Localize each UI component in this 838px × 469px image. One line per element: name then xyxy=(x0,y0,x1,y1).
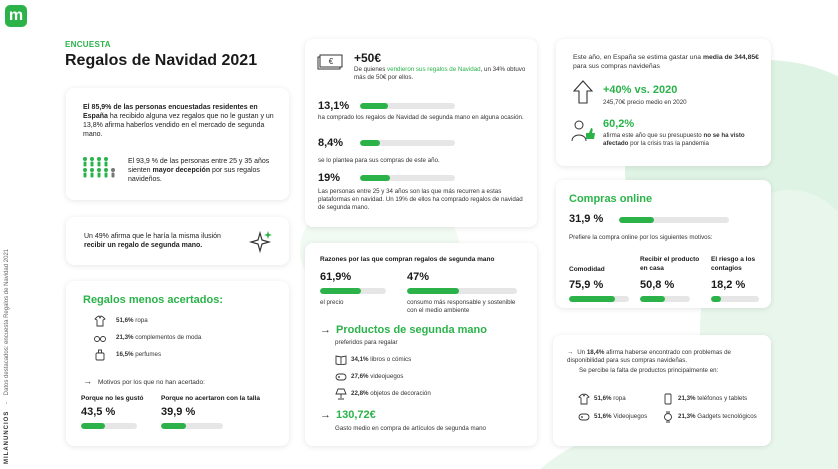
reason-label: el precio xyxy=(320,299,344,306)
shortage-label: ropa xyxy=(611,395,626,402)
worst-gifts-title: Regalos menos acertados: xyxy=(83,294,223,306)
budget-post: por la crisis tras la pandemia xyxy=(628,140,709,147)
shortage-list xyxy=(578,395,768,435)
worst-item-label: perfumes xyxy=(133,351,162,358)
shortage-pct: 21,3% xyxy=(678,413,696,420)
reason-label: Porque no acertaron con la talla xyxy=(161,395,260,402)
card-unwanted-gifts xyxy=(66,88,289,200)
worst-gifts-list xyxy=(94,317,284,368)
product-pct: 34,1% xyxy=(351,356,369,363)
sales-subtitle xyxy=(354,66,532,82)
spend-intro-bold: media de 344,85€ xyxy=(702,54,759,61)
book-icon xyxy=(335,354,347,365)
product-pct: 22,8% xyxy=(351,390,369,397)
stat-text: ha comprado los regalos de Navidad de segunda mano en alguna ocasión. xyxy=(318,114,524,121)
shortage-label: Gadgets tecnológicos xyxy=(695,413,757,420)
sparkle-icon xyxy=(248,229,272,253)
spend-increase-text: 245,70€ precio medio en 2020 xyxy=(603,99,687,106)
card-online-shopping xyxy=(556,180,771,308)
perfume-icon xyxy=(94,349,106,361)
spend-heading xyxy=(320,409,376,421)
list-item xyxy=(578,395,673,409)
stat-bar xyxy=(360,140,455,146)
products-subtitle: preferidos para regalar xyxy=(335,339,398,346)
reasons-card-title: Razones por las que compran regalos de segunda mano xyxy=(320,256,495,263)
budget-bold: no se ha visto afectado xyxy=(603,132,745,147)
gamepad-icon xyxy=(578,412,590,422)
budget-text xyxy=(603,132,763,148)
shortage-bold: 18,4% xyxy=(586,349,605,356)
online-reason-bar xyxy=(569,296,629,302)
list-item xyxy=(662,413,772,427)
stat-value: 13,1% xyxy=(318,100,350,112)
products-heading xyxy=(320,324,487,336)
reasons-title: Motivos por los que no han acertado: xyxy=(98,379,205,386)
disappointment-post: por sus regalos navideños. xyxy=(128,167,260,183)
stat-text: se lo plantea para sus compras de este año. xyxy=(318,157,440,164)
card-second-hand-wish xyxy=(66,217,289,265)
reason-value: 43,5 % xyxy=(81,406,116,418)
card-second-hand-reasons xyxy=(305,243,537,446)
spend-increase-value: +40% vs. 2020 xyxy=(603,84,678,96)
reason-bar xyxy=(81,423,137,429)
reason-bar xyxy=(407,288,517,294)
disappointment-pre: El 93,9 % de las personas entre 25 y 35 años sienten xyxy=(128,158,270,174)
budget-pre: afirma este año que su presupuesto xyxy=(603,132,704,139)
online-bar xyxy=(619,217,729,223)
side-text: Datos destacados: encuesta Regalos de Navidad 2021 xyxy=(4,248,10,396)
reason-bar xyxy=(161,423,223,429)
arrow-right-icon: → xyxy=(320,324,331,336)
svg-text:€: € xyxy=(328,57,334,66)
shortage-pct: 51,6% xyxy=(594,395,612,402)
shirt-icon xyxy=(578,393,590,405)
online-reason-label: Comodidad xyxy=(569,266,605,273)
reason-bar xyxy=(320,288,386,294)
products-title: Productos de segunda mano xyxy=(336,324,487,336)
shortage-text xyxy=(567,349,765,365)
spend-intro xyxy=(573,53,763,71)
online-reason-value: 18,2 % xyxy=(711,279,746,291)
side-caption xyxy=(4,249,10,464)
wish-bold: recibir un regalo de segunda mano. xyxy=(84,242,203,249)
stat-bar xyxy=(360,175,455,181)
list-item xyxy=(335,390,525,407)
products-list xyxy=(335,356,525,407)
brand-logo-letter: m xyxy=(8,7,24,24)
reason-value: 39,9 % xyxy=(161,406,196,418)
sales-sub-pre: De quienes xyxy=(354,66,388,73)
list-item xyxy=(94,317,284,334)
online-reason-value: 50,8 % xyxy=(640,279,675,291)
spend-intro-post: para sus compras navideñas xyxy=(573,63,660,70)
spend-text: Gasto medio en compra de artículos de segunda mano xyxy=(335,425,486,432)
worst-item-pct: 16,5% xyxy=(116,351,134,358)
worst-item-pct: 51,6% xyxy=(116,317,134,324)
stat-value: 19% xyxy=(318,172,341,184)
stat-value: 8,4% xyxy=(318,137,344,149)
reason-value: 47% xyxy=(407,271,430,283)
disappointment-bold: mayor decepción xyxy=(152,167,211,174)
reasons-heading xyxy=(83,377,205,387)
online-reason-label: Recibir el producto en casa xyxy=(640,256,700,272)
unwanted-gifts-bold: El 85,9% de las personas encuestadas residentes en España xyxy=(83,104,258,120)
online-reason-bar xyxy=(640,296,690,302)
side-dash: - xyxy=(4,401,10,404)
sales-sub-post: , un 34% obtuvo más de 50€ por ellos. xyxy=(354,66,526,81)
online-title: Compras online xyxy=(569,193,653,205)
disappointment-text xyxy=(128,157,278,184)
arrow-right-icon: → xyxy=(567,349,574,356)
banknote-icon xyxy=(317,54,343,72)
worst-item-pct: 21,3% xyxy=(116,334,134,341)
arrow-right-icon: → xyxy=(83,376,92,386)
eyebrow: ENCUESTA xyxy=(65,40,111,49)
product-label: videojuegos xyxy=(368,373,404,380)
stat-bar xyxy=(360,103,455,109)
shortage-pre: Un xyxy=(577,349,587,356)
shirt-icon xyxy=(94,315,106,327)
people-icon xyxy=(81,156,119,180)
sales-sub-green: vendieron sus regalos de Navidad xyxy=(387,66,481,73)
online-reason-value: 75,9 % xyxy=(569,279,604,291)
list-item xyxy=(335,373,525,390)
sales-headline: +50€ xyxy=(354,51,382,65)
wish-pre: Un 49% afirma que le haría la misma ilusión xyxy=(84,233,221,240)
list-item xyxy=(335,356,525,373)
glasses-icon xyxy=(94,333,106,343)
unwanted-gifts-text xyxy=(83,103,275,139)
list-item xyxy=(662,395,772,409)
card-worst-gifts xyxy=(66,281,289,446)
wish-text xyxy=(84,232,244,250)
shortage-pct: 51,6% xyxy=(594,413,612,420)
lamp-icon xyxy=(335,388,347,400)
shortage-pct: 21,3% xyxy=(678,395,696,402)
spend-value: 130,72€ xyxy=(336,409,376,421)
stat-text: Las personas entre 25 y 34 años son las que más recurren a estas plataformas en navidad. Un 19% de ellos ha comprado regalos de navidad de segunda mano. xyxy=(318,188,523,211)
product-pct: 27,6% xyxy=(351,373,369,380)
card-christmas-spend xyxy=(556,39,771,166)
phone-icon xyxy=(662,393,674,405)
worst-item-label: complementos de moda xyxy=(133,334,202,341)
shortage-post: afirma haberse encontrado con problemas de disponibilidad para sus compras navideñas. xyxy=(567,349,731,364)
online-value: 31,9 % xyxy=(569,213,604,225)
product-label: libros o cómics xyxy=(368,356,412,363)
arrow-right-icon: → xyxy=(320,409,331,421)
reason-label: consumo más responsable y sostenible con el medio ambiente xyxy=(407,299,516,314)
gamepad-icon xyxy=(335,372,347,382)
shortage-label: teléfonos y tablets xyxy=(695,395,748,402)
product-label: objetos de decoración xyxy=(368,390,431,397)
online-reason-bar xyxy=(711,296,759,302)
list-item xyxy=(94,334,284,351)
online-subtitle: Prefiere la compra online por los siguientes motivos: xyxy=(569,234,713,241)
shortage-line2: Se percibe la falta de productos principalmente en: xyxy=(579,367,719,374)
budget-value: 60,2% xyxy=(603,118,635,130)
watch-icon xyxy=(662,411,674,423)
arrow-up-icon xyxy=(573,80,593,104)
page-title: Regalos de Navidad 2021 xyxy=(65,52,258,69)
brand-logo[interactable] xyxy=(5,5,27,27)
list-item xyxy=(94,351,284,368)
card-second-hand-sales xyxy=(305,39,537,227)
unwanted-gifts-rest: ha recibido alguna vez regalos que no le gustan y un 13,8% afirma haberlos vendido en el mercado de segunda mano. xyxy=(83,113,274,138)
side-brand: MILANUNCIOS xyxy=(4,410,10,464)
online-reason-label: El riesgo a los contagios xyxy=(711,256,756,272)
list-item xyxy=(578,413,673,427)
worst-item-label: ropa xyxy=(133,317,148,324)
card-product-shortage xyxy=(553,335,771,446)
budget-thumbs-up-icon xyxy=(571,119,597,143)
spend-intro-pre: Este año, en España se estima gastar una xyxy=(573,54,703,61)
reason-value: 61,9% xyxy=(320,271,352,283)
shortage-label: Videojuegos xyxy=(611,413,648,420)
reason-label: Porque no les gustó xyxy=(81,395,144,402)
